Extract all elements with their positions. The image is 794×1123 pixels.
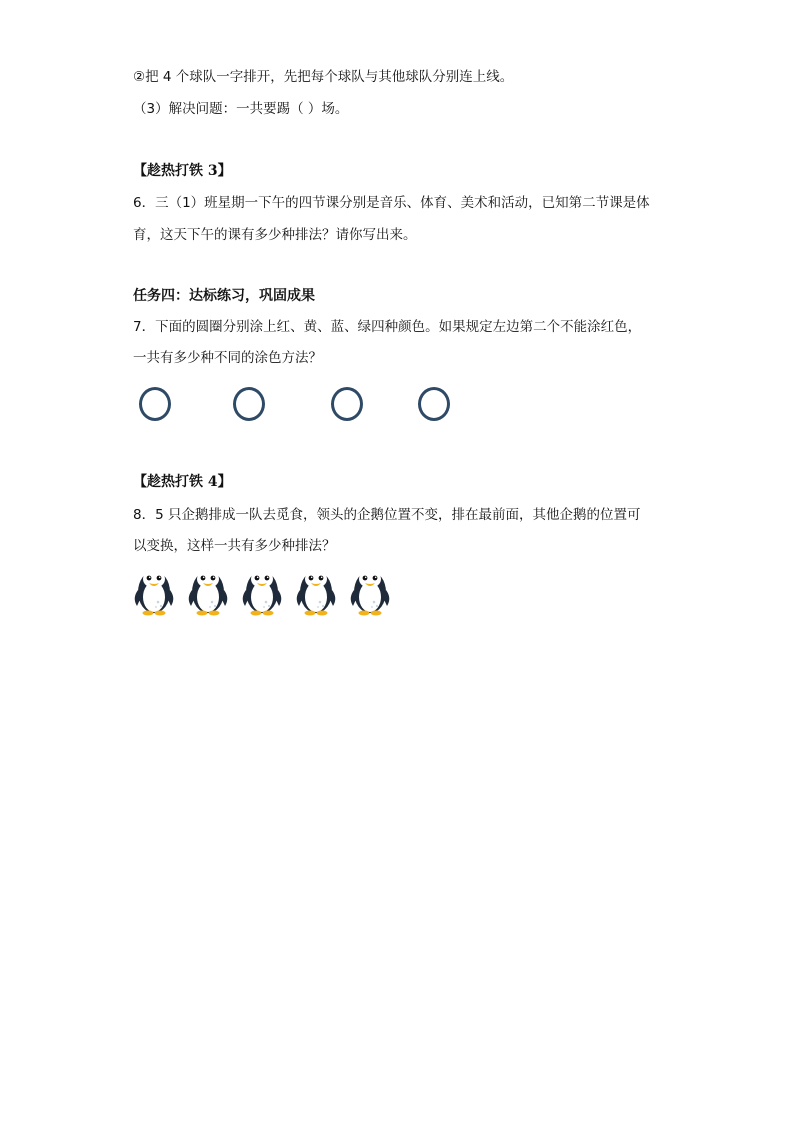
- question-8-line-2: 以变换，这样一共有多少种排法？: [133, 538, 336, 554]
- question-8-line-1: 8．5 只企鹅排成一队去觅食，领头的企鹅位置不变，排在最前面，其他企鹅的位置可: [133, 507, 641, 523]
- penguin-icon: [346, 562, 394, 616]
- penguin-icon: [130, 562, 178, 616]
- penguin-icon: [238, 562, 286, 616]
- penguin-icon: [292, 562, 340, 616]
- circle-outline-icon: [331, 387, 363, 421]
- question-6-line-2: 育，这天下午的课有多少种排法？请你写出来。: [133, 227, 417, 243]
- step-2-text: ②把 4 个球队一字排开，先把每个球队与其他球队分别连上线。: [133, 69, 514, 85]
- circle-outline-icon: [139, 387, 171, 421]
- practice-heading-4: 【趁热打铁 4】: [133, 474, 232, 490]
- circle-outline-icon: [418, 387, 450, 421]
- question-7-line-2: 一共有多少种不同的涂色方法？: [133, 350, 322, 366]
- question-6-line-1: 6．三（1）班星期一下午的四节课分别是音乐、体育、美术和活动，已知第二节课是体: [133, 195, 650, 211]
- step-3-text: （3）解决问题：一共要踢（ ）场。: [133, 101, 349, 117]
- circle-outline-icon: [233, 387, 265, 421]
- task-4-heading: 任务四：达标练习，巩固成果: [133, 288, 315, 304]
- practice-heading-3: 【趁热打铁 3】: [133, 163, 232, 179]
- question-7-line-1: 7．下面的圆圈分别涂上红、黄、蓝、绿四种颜色。如果规定左边第二个不能涂红色，: [133, 319, 642, 335]
- penguin-icon: [184, 562, 232, 616]
